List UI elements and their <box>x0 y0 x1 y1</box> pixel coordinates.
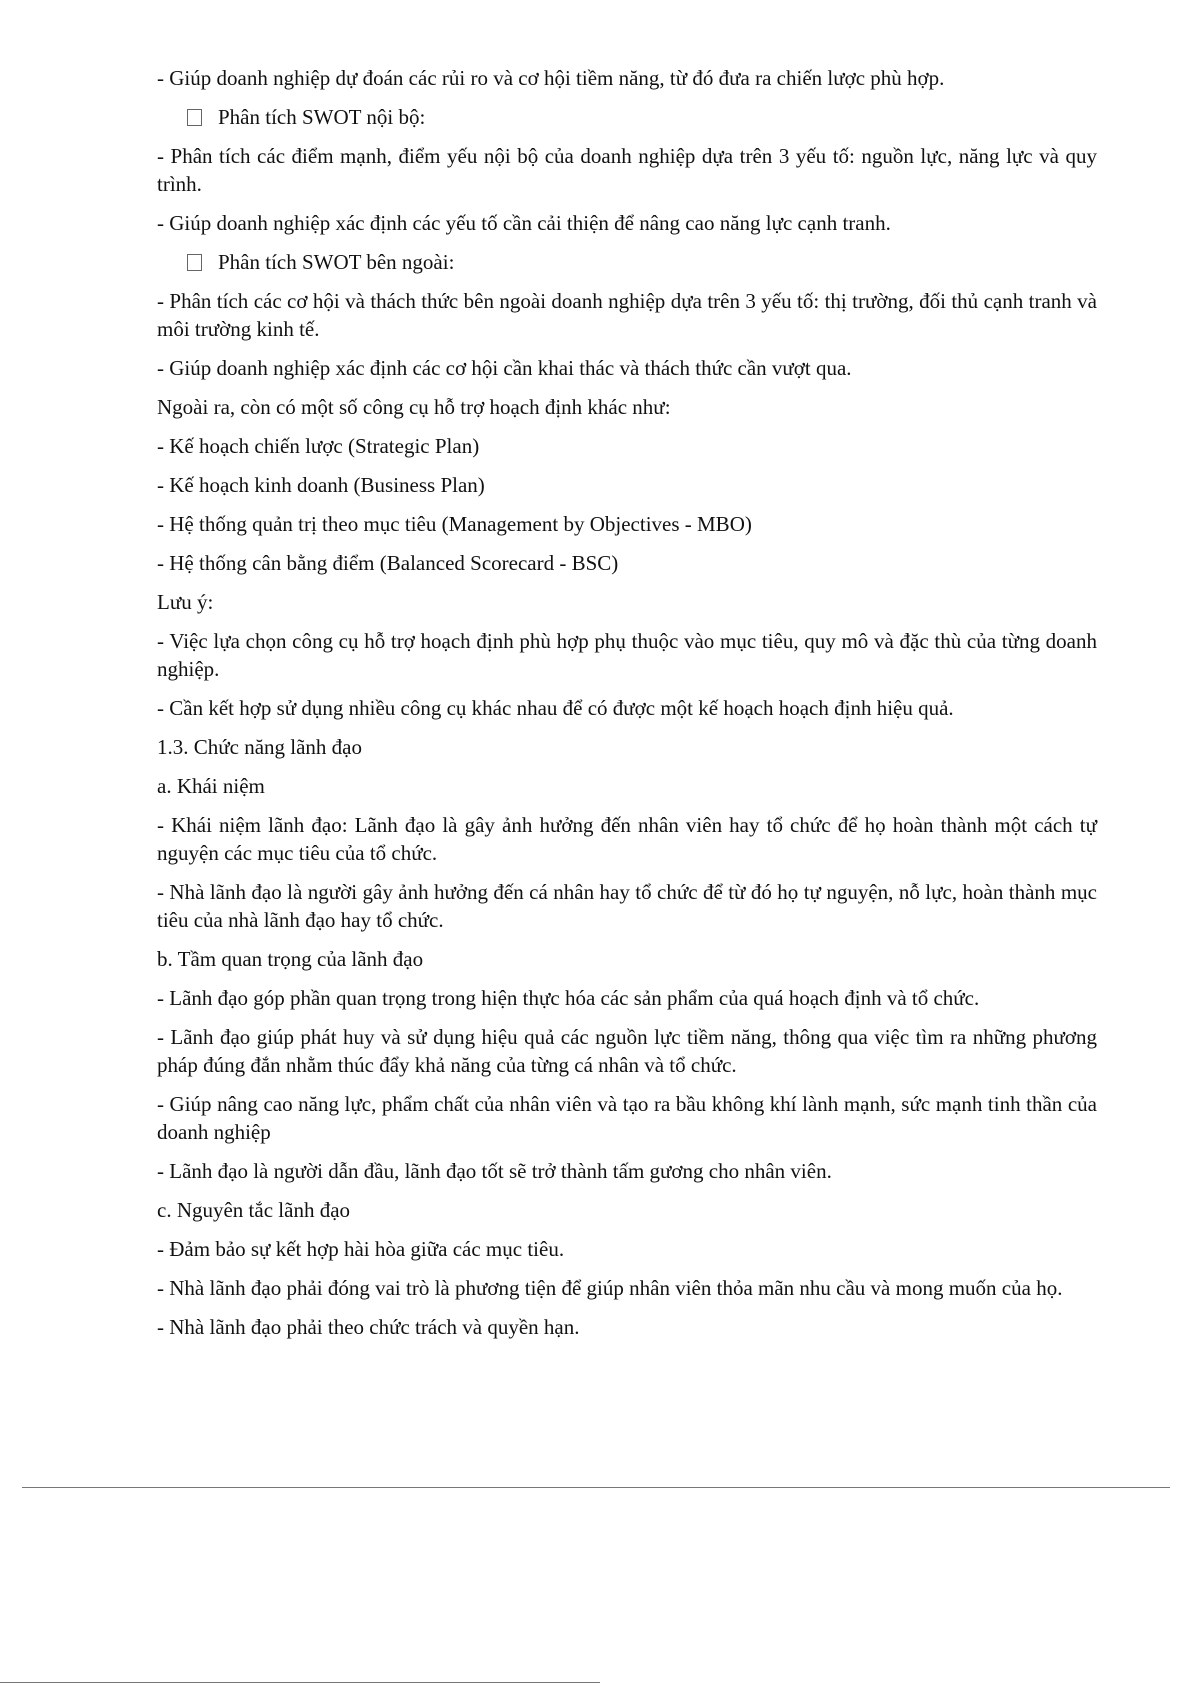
paragraph: - Giúp doanh nghiệp dự đoán các rủi ro và cơ hội tiềm năng, từ đó đưa ra chiến lược phù hợp. <box>157 66 945 90</box>
bullet-item <box>157 248 1097 276</box>
checkbox-icon <box>187 254 202 271</box>
paragraph: - Nhà lãnh đạo là người gây ảnh hưởng đến cá nhân hay tổ chức để từ đó họ tự nguyện, nỗ lực, hoàn thành mục tiêu của nhà lãnh đạo hay tổ chức. <box>157 880 1097 932</box>
paragraph: Lưu ý: <box>157 590 214 614</box>
paragraph: - Phân tích các cơ hội và thách thức bên ngoài doanh nghiệp dựa trên 3 yếu tố: thị trường, đối thủ cạnh tranh và môi trường kinh tế. <box>157 289 1097 341</box>
subsection-heading: b. Tầm quan trọng của lãnh đạo <box>157 947 424 971</box>
subsection-heading: c. Nguyên tắc lãnh đạo <box>157 1198 351 1222</box>
paragraph: - Lãnh đạo giúp phát huy và sử dụng hiệu quả các nguồn lực tiềm năng, thông qua việc tìm ra những phương pháp đúng đắn nhằm thúc đẩy khả năng của từng cá nhân và tổ chức. <box>157 1025 1097 1077</box>
paragraph: - Nhà lãnh đạo phải đóng vai trò là phương tiện để giúp nhân viên thỏa mãn nhu cầu và mong muốn của họ. <box>157 1276 1063 1300</box>
paragraph: - Hệ thống quản trị theo mục tiêu (Management by Objectives - MBO) <box>157 512 752 536</box>
paragraph: - Giúp nâng cao năng lực, phẩm chất của nhân viên và tạo ra bầu không khí lành mạnh, sức mạnh tinh thần của doanh nghiệp <box>157 1092 1097 1144</box>
paragraph: - Giúp doanh nghiệp xác định các yếu tố cần cải thiện để nâng cao năng lực cạnh tranh. <box>157 211 891 235</box>
paragraph: - Hệ thống cân bằng điểm (Balanced Scorecard - BSC) <box>157 551 619 575</box>
paragraph: - Cần kết hợp sử dụng nhiều công cụ khác nhau để có được một kế hoạch hoạch định hiệu quả. <box>157 696 954 720</box>
paragraph: - Lãnh đạo là người dẫn đầu, lãnh đạo tốt sẽ trở thành tấm gương cho nhân viên. <box>157 1159 832 1183</box>
bullet-text: Phân tích SWOT bên ngoài: <box>218 250 455 274</box>
page-divider <box>22 1487 1170 1488</box>
section-heading: 1.3. Chức năng lãnh đạo <box>157 735 363 759</box>
paragraph: - Kế hoạch chiến lược (Strategic Plan) <box>157 434 480 458</box>
paragraph: Ngoài ra, còn có một số công cụ hỗ trợ hoạch định khác như: <box>157 395 671 419</box>
paragraph: - Lãnh đạo góp phần quan trọng trong hiện thực hóa các sản phẩm của quá hoạch định và tổ chức. <box>157 986 980 1010</box>
paragraph: - Khái niệm lãnh đạo: Lãnh đạo là gây ảnh hưởng đến nhân viên hay tổ chức để họ hoàn thành một cách tự nguyện các mục tiêu của tổ chức. <box>157 813 1097 865</box>
checkbox-icon <box>187 109 202 126</box>
paragraph: - Nhà lãnh đạo phải theo chức trách và quyền hạn. <box>157 1315 580 1339</box>
paragraph: - Kế hoạch kinh doanh (Business Plan) <box>157 473 485 497</box>
document-body <box>157 64 1097 1352</box>
paragraph: - Giúp doanh nghiệp xác định các cơ hội cần khai thác và thách thức cần vượt qua. <box>157 356 852 380</box>
paragraph: - Việc lựa chọn công cụ hỗ trợ hoạch định phù hợp phụ thuộc vào mục tiêu, quy mô và đặc thù của từng doanh nghiệp. <box>157 629 1097 681</box>
bottom-divider <box>0 1682 600 1683</box>
bullet-text: Phân tích SWOT nội bộ: <box>218 105 426 129</box>
bullet-item <box>157 103 1097 131</box>
paragraph: - Phân tích các điểm mạnh, điểm yếu nội bộ của doanh nghiệp dựa trên 3 yếu tố: nguồn lực, năng lực và quy trình. <box>157 144 1097 196</box>
paragraph: - Đảm bảo sự kết hợp hài hòa giữa các mục tiêu. <box>157 1237 565 1261</box>
subsection-heading: a. Khái niệm <box>157 774 265 798</box>
